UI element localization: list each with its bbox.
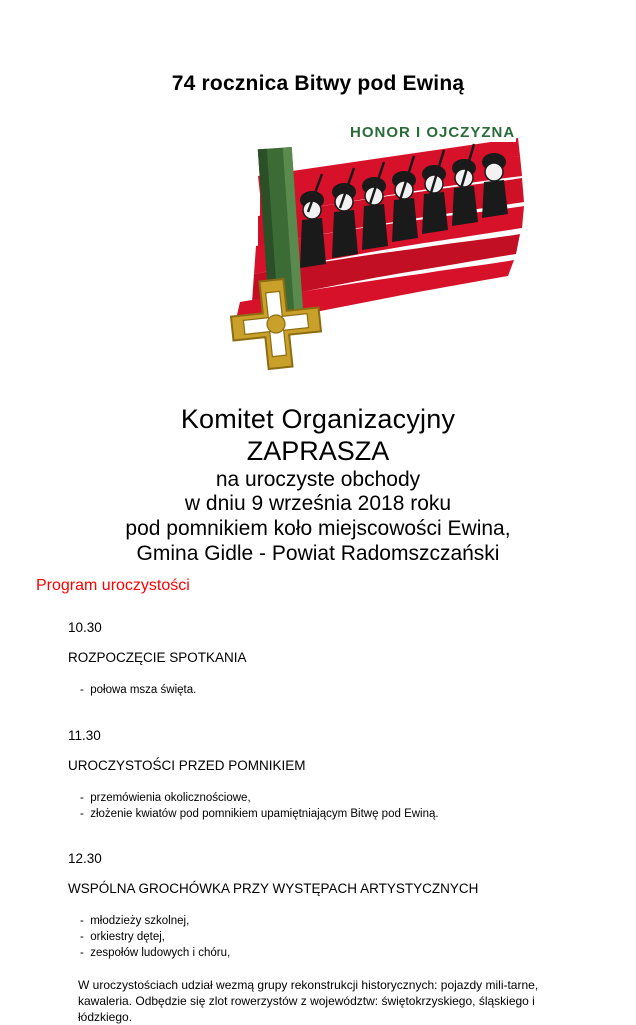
svg-text:HONOR I OJCZYZNA: HONOR I OJCZYZNA <box>350 124 516 141</box>
medal-and-soldiers-graphic <box>108 116 528 396</box>
program-detail: - zespołów ludowych i chóru, <box>80 947 231 960</box>
invitation-line-3: na uroczyste obchody <box>215 467 421 491</box>
program-item <box>38 605 636 699</box>
program-item-main <box>38 713 636 788</box>
program-detail: - młodzieży szkolnej, <box>80 915 190 928</box>
invitation-line-2: ZAPRASZA <box>246 435 390 466</box>
program-heading: Program uroczystości <box>36 576 190 594</box>
program-list <box>38 605 636 962</box>
invitation-line-1: Komitet Organizacyjny <box>180 404 456 434</box>
invitation-line-4: w dniu 9 września 2018 roku <box>184 492 452 516</box>
program-item-time: 12.30 <box>68 851 102 867</box>
program-detail: - złożenie kwiatów pod pomnikiem upamiętniającym Bitwę pod Ewiną. <box>80 807 439 820</box>
closing-paragraph: W uroczystościach udział wezmą grupy rekonstrukcji historycznych: pojazdy mili-tarne, kawaleria. Odbędzie się zlot rowerzystów z województw: świętokrzyskiego, śląskiego i łódzkiego. <box>78 977 539 1024</box>
program-detail: - orkiestry dętej, <box>80 931 165 944</box>
program-detail: - połowa msza święta. <box>80 683 197 696</box>
program-item <box>38 713 636 823</box>
banner-text-group <box>346 120 516 142</box>
illustration <box>108 116 528 396</box>
poster-page <box>0 72 636 1024</box>
program-item-time: 10.30 <box>68 619 102 635</box>
invitation-line-6: Gmina Gidle - Powiat Radomszczański <box>136 542 500 566</box>
program-item-details <box>80 791 636 823</box>
invitation-block <box>0 404 636 567</box>
invitation-line-5: pod pomnikiem koło miejscowości Ewina, <box>125 517 511 541</box>
program-item <box>38 836 636 962</box>
program-item-main <box>38 605 636 680</box>
program-item-label: WSPÓLNA GROCHÓWKA PRZY WYSTĘPACH ARTYSTYCZNYCH <box>68 881 479 897</box>
program-item-label: ROZPOCZĘCIE SPOTKANIA <box>68 649 247 665</box>
program-item-time: 11.30 <box>68 727 101 743</box>
program-detail: - przemówienia okolicznościowe, <box>80 791 251 804</box>
page-title: 74 rocznica Bitwy pod Ewiną <box>171 72 465 95</box>
program-item-label: UROCZYSTOŚCI PRZED POMNIKIEM <box>68 757 306 773</box>
program-item-details <box>80 683 636 699</box>
program-item-main <box>38 836 636 911</box>
program-item-details <box>80 914 636 962</box>
